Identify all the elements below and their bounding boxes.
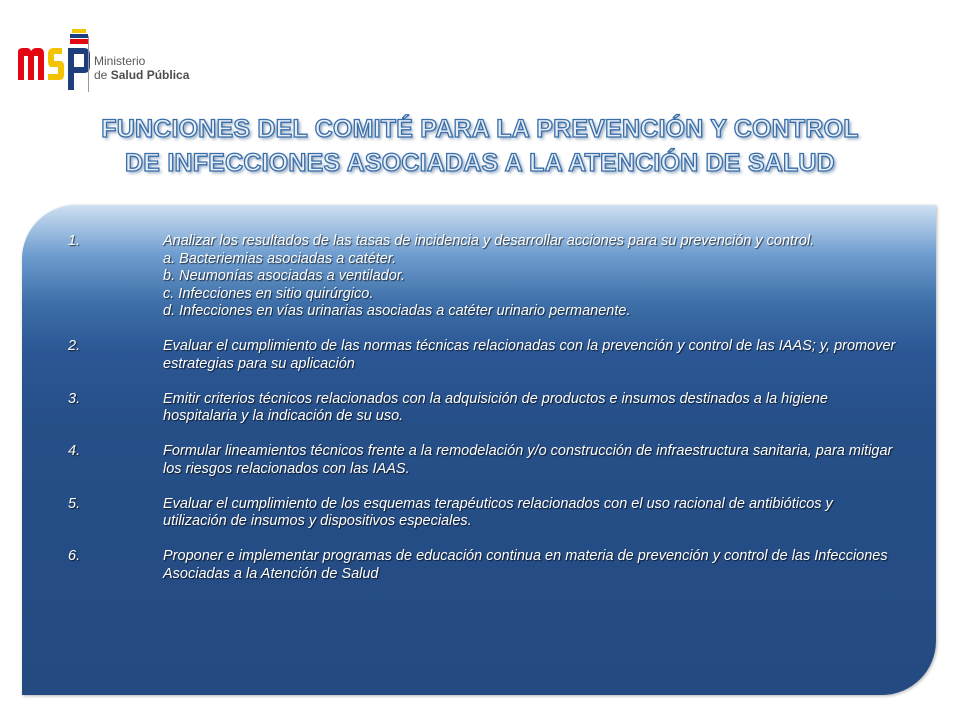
list-item-number: 6. [68, 548, 81, 564]
functions-list [46, 233, 896, 601]
logo-line-2-prefix: de [94, 68, 111, 82]
slide-title [60, 112, 900, 180]
list-item [46, 391, 896, 426]
logo-line-2 [94, 68, 189, 82]
list-item-number: 4. [68, 443, 81, 459]
list-item-number: 5. [68, 495, 81, 512]
list-subitem: d. Infecciones en vías urinarias asociadas a catéter urinario permanente. [163, 303, 631, 319]
list-item [46, 496, 896, 531]
list-subitem: c. Infecciones en sitio quirúrgico. [163, 285, 374, 302]
list-item-number: 2. [68, 338, 81, 354]
list-item-text: Evaluar el cumplimiento de las normas técnicas relacionadas con la prevención y control de las IAAS; y, promover estrategias para su aplicación [163, 338, 896, 372]
list-item-text: Analizar los resultados de las tasas de incidencia y desarrollar acciones para su prevención y control. [163, 233, 815, 249]
list-item [46, 443, 896, 478]
list-item [46, 338, 896, 373]
list-item [46, 233, 896, 321]
list-item-text: Emitir criterios técnicos relacionados con la adquisición de productos e insumos destinados a la higiene hospitalaria y la indicación de su uso. [163, 390, 828, 424]
slide-title-line-1: FUNCIONES DEL COMITÉ PARA LA PREVENCIÓN Y CONTROL [101, 115, 859, 143]
list-item [46, 548, 896, 583]
list-item-number: 1. [68, 233, 81, 249]
list-item-text: Proponer e implementar programas de educación continua en materia de prevención y control de las Infecciones Asociadas a la Atención de Salud [163, 548, 888, 582]
logo-line-2-bold: Salud Pública [110, 68, 190, 82]
list-item-number: 3. [68, 390, 81, 407]
list-item-text: Evaluar el cumplimiento de los esquemas terapéuticos relacionados con el uso racional de antibióticos y utilización de insumos y dispositivos especiales. [163, 495, 833, 529]
logo-line-1: Ministerio [94, 54, 146, 68]
list-subitem: a. Bacteriemias asociadas a catéter. [163, 250, 397, 267]
msp-logo-mark-icon [14, 28, 94, 98]
logo-divider [88, 36, 89, 92]
list-item-text: Formular lineamientos técnicos frente a la remodelación y/o construcción de infraestructura sanitaria, para mitigar los riesgos relacionados con las IAAS. [163, 443, 893, 477]
list-subitem: b. Neumonías asociadas a ventilador. [163, 268, 406, 284]
slide-title-line-2: DE INFECCIONES ASOCIADAS A LA ATENCIÓN DE SALUD [125, 149, 835, 177]
logo-text [94, 54, 189, 82]
